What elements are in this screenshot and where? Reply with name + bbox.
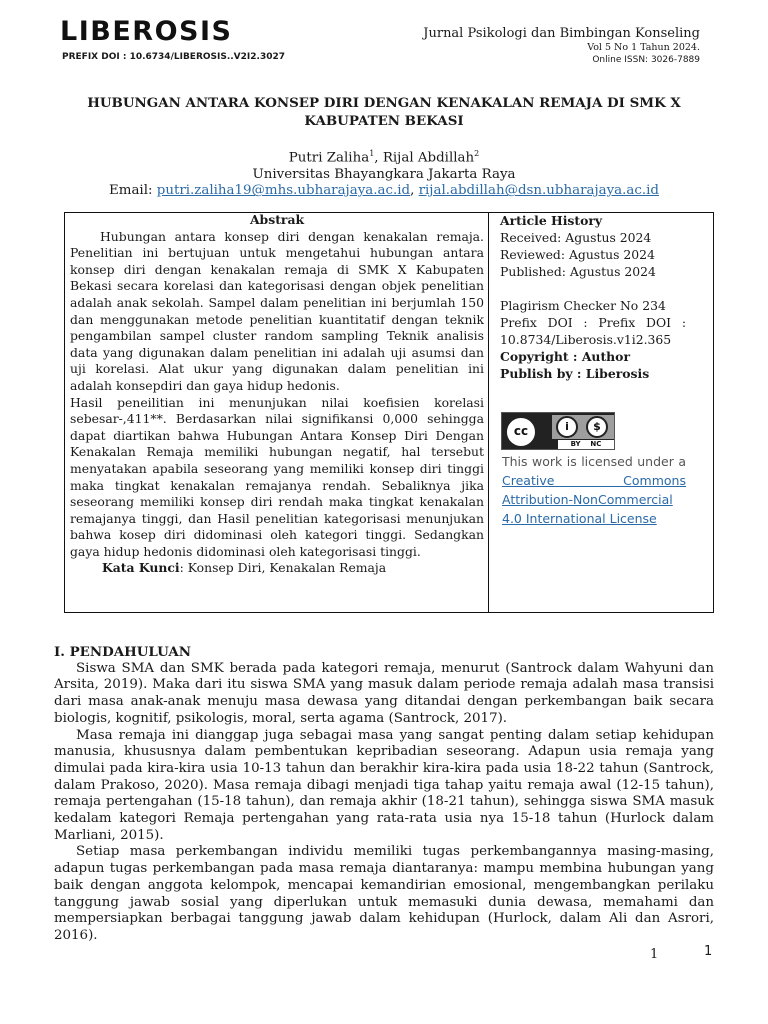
abstract-section [70, 212, 484, 577]
copyright: Copyright : Author [500, 349, 630, 364]
abstract-paragraph-1: Hubungan antara konsep diri dengan kenakalan remaja. Penelitian ini bertujuan untuk mengetahui hubungan antara konsep diri dengan kenakalan remaja di SMK X Kabupaten Bekasi secara korelasi dan kategorisasi dengan objek penelitian adalah anak sekolah. Sampel dalam penelitian ini berjumlah 150 dan menggunakan metode penelitian kuantitatif dengan teknik pengambilan sampel cluster random sampling Teknik analisis data yang digunakan dalam penelitian ini adalah uji asumsi dan uji korelasi. Alat ukur yang digunakan dalam penelitian ini adalah konsepdiri dan gaya hidup hedonis. [70, 228, 484, 393]
email-link-2[interactable]: rijal.abdillah@dsn.ubharajaya.ac.id [418, 183, 660, 199]
page-number: 1 [650, 947, 659, 962]
email-separator: , [410, 183, 419, 199]
viewer-page-number: 1 [704, 944, 713, 959]
keywords-line [70, 560, 484, 577]
license-text: This work is licensed under a [502, 454, 686, 469]
section-heading: I. PENDAHULUAN [54, 644, 192, 660]
received-date: Received: Agustus 2024 [500, 230, 652, 245]
abstract-table-divider [488, 212, 489, 613]
body-paragraph-3: Setiap masa perkembangan individu memiliki tugas perkembangannya masing-masing, adapun tugas perkembangan pada masa remaja diantaranya: mampu membina hubungan yang baik dengan anggota kelompok, mencapai kemandirian emosional, mengembangkan perilaku tanggung jawab sosial yang diperlukan untuk memasuki dunia dewasa, memahami dan mempersiapkan berbagai tanggung jawab dalam kehidupan (Hurlock, dalam Ali dan Asrori, 2016). [54, 844, 714, 943]
attribution-icon: i [556, 416, 578, 438]
plagiarism-checker: Plagirism Checker No 234 [500, 298, 666, 313]
cc-icon: cc [505, 416, 537, 448]
email-label: Email: [108, 183, 157, 199]
introduction-section [54, 644, 714, 945]
reviewed-date: Reviewed: Agustus 2024 [500, 247, 655, 262]
email-link-1[interactable]: putri.zaliha19@mhs.ubharajaya.ac.id [156, 183, 411, 199]
cc-badge-labels [558, 440, 614, 449]
author-names [60, 146, 708, 167]
noncommercial-icon: $ [586, 416, 608, 438]
article-info [500, 212, 686, 382]
license-link[interactable]: Creative Commons Attribution-NonCommercial 4.0 International License [502, 473, 686, 526]
author-separator: , [374, 150, 383, 166]
author-2: Rijal Abdillah [382, 150, 475, 166]
article-prefix-doi: Prefix DOI : Prefix DOI : 10.8734/Liberosis.v1i2.365 [500, 315, 686, 347]
published-date: Published: Agustus 2024 [500, 264, 656, 279]
email-line [60, 183, 708, 200]
journal-logo: LIBEROSIS [60, 16, 233, 47]
journal-issn: Online ISSN: 3026-7889 [592, 55, 700, 65]
cc-license-badge[interactable] [501, 412, 615, 450]
abstract-paragraph-2: Hasil peneilitian ini menunjukan nilai koefisien korelasi sebesar-,411**. Berdasarkan nilai signifikansi 0,000 sehingga dapat diartikan bahwa Hubungan Antara Konsep Diri Dengan Kenakalan Remaja memiliki hubungan negatif, hal tersebut menyatakan apabila seseorang yang memiliki konsep diri tinggi maka tingkat kenakalan remajanya rendah. Sebaliknya jika seseorang memiliki konsep diri rendah maka tingkat kenakalan remajanya tinggi, dan Hasil penelitian kategorisasi menunjukan bahwa kosep diri didominasi oleh kategori tinggi. Sedangkan gaya hidup hedonis didominasi oleh kategorisasi tinggi. [70, 394, 484, 559]
body-paragraph-1: Siswa SMA dan SMK berada pada kategori remaja, menurut (Santrock dalam Wahyuni dan Arsita, 2019). Maka dari itu siswa SMA yang masuk dalam periode remaja adalah masa transisi dari masa anak-anak menuju masa dewasa yang ditandai dengan perkembangan baik secara biologis, kognitif, psikologis, moral, serta agama (Santrock, 2017). [54, 660, 714, 726]
author-1-sup: 1 [369, 149, 375, 158]
prefix-doi: PREFIX DOI : 10.6734/LIBEROSIS..V2I2.3027 [62, 52, 285, 62]
keywords-value: : Konsep Diri, Kenakalan Remaja [179, 560, 387, 576]
keywords-label: Kata Kunci [102, 560, 180, 576]
abstract-heading: Abstrak [249, 212, 305, 227]
body-paragraph-2: Masa remaja ini dianggap juga sebagai masa yang sangat penting dalam setiap kehidupan manusia, khususnya dalam pembentukan kepribadian seseorang. Adapun usia remaja yang dimulai pada kira-kira usia 10-13 tahun dan berakhir kira-kira pada usia 18-22 tahun (Santrock, dalam Prakoso, 2020). Masa remaja dibagi menjadi tiga tahap yaitu remaja awal (12-15 tahun), remaja pertengahan (15-18 tahun), dan remaja akhir (18-21 tahun), sehingga siswa SMA masuk kedalam kategori Remaja pertengahan yang rata-rata usia nya 15-18 tahun (Hurlock dalam Marliani, 2015). [54, 727, 714, 843]
affiliation: Universitas Bhayangkara Jakarta Raya [252, 166, 516, 182]
author-2-sup: 2 [474, 149, 480, 158]
paper-title: HUBUNGAN ANTARA KONSEP DIRI DENGAN KENAKALAN REMAJA DI SMK X KABUPATEN BEKASI [87, 95, 681, 129]
article-history-heading: Article History [500, 213, 603, 228]
cc-by-label: BY [570, 440, 581, 448]
license-notice [502, 452, 686, 528]
cc-nc-label: NC [590, 440, 602, 448]
journal-name: Jurnal Psikologi dan Bimbingan Konseling [423, 26, 700, 41]
journal-volume: Vol 5 No 1 Tahun 2024. [587, 42, 700, 53]
publisher: Publish by : Liberosis [500, 366, 650, 381]
author-1: Putri Zaliha [288, 150, 370, 166]
author-block [60, 146, 708, 200]
